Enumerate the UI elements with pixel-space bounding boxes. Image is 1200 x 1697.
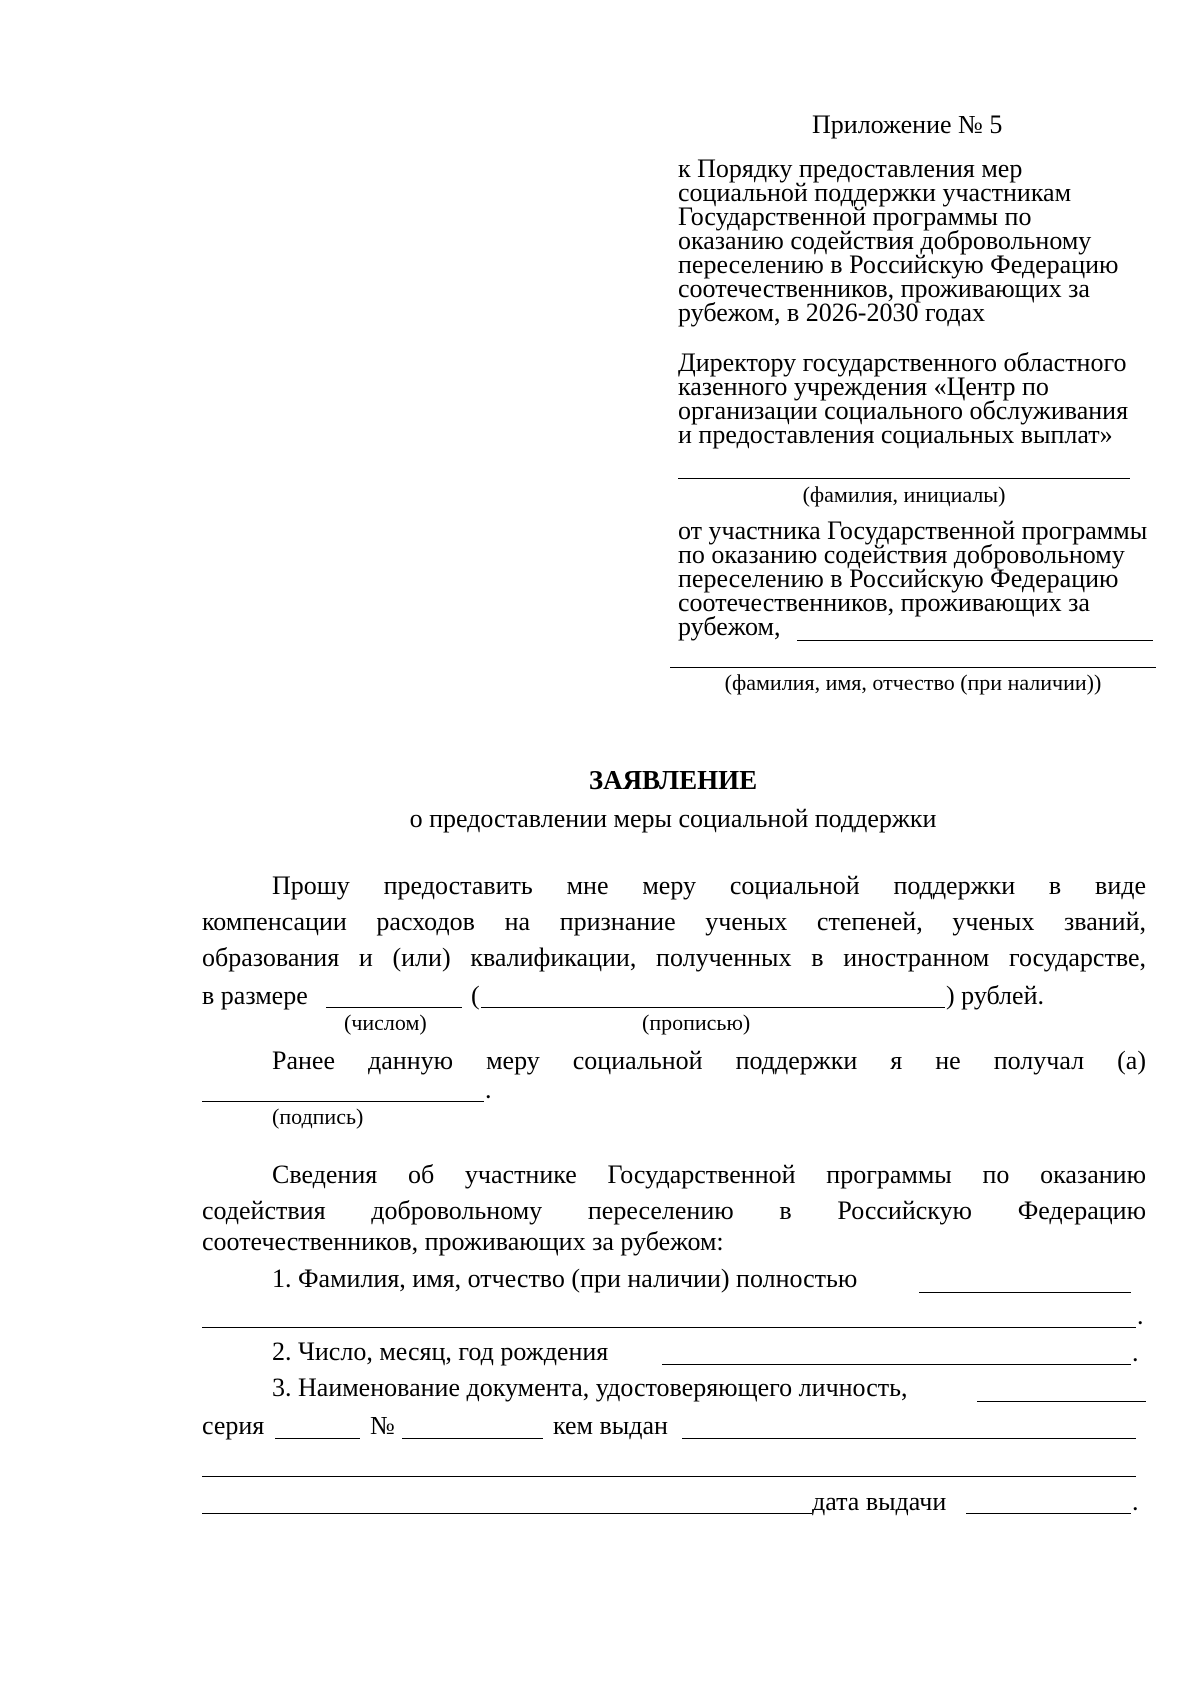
issued-by-label: кем выдан [553, 1411, 668, 1440]
item-3-end: . [1132, 1487, 1139, 1516]
from-line: переселению в Российскую Федерацию [678, 564, 1119, 593]
birth-date-field[interactable] [662, 1364, 1131, 1365]
paragraph-1-line: Прошу предоставить мне меру социальной поддержки в виде [272, 871, 1146, 900]
appendix-label: Приложение № 5 [812, 110, 1003, 139]
order-line: рубежом, в 2026-2030 годах [678, 298, 985, 327]
issued-by-field-1[interactable] [682, 1438, 1136, 1439]
applicant-name-field-1[interactable] [797, 640, 1153, 641]
paragraph-3-last: соотечественников, проживающих за рубежом: [202, 1227, 724, 1256]
from-applicant [678, 516, 1153, 641]
order-line: соотечественников, проживающих за [678, 274, 1090, 303]
item-2-label: 2. Число, месяц, год рождения [272, 1337, 609, 1366]
from-line: от участника Государственной программы [678, 516, 1148, 545]
order-reference [678, 154, 1153, 327]
order-line: оказанию содействия добровольному [678, 226, 1092, 255]
addressee-line: казенного учреждения «Центр по [678, 372, 1049, 401]
applicant-name-field-2[interactable] [670, 667, 1156, 668]
addressee-line: организации социального обслуживания [678, 396, 1129, 425]
addressee [678, 348, 1153, 449]
caption-words: (прописью) [642, 1010, 751, 1035]
item-2-end: . [1132, 1338, 1139, 1367]
addressee-line: Директору государственного областного [678, 348, 1127, 377]
order-line: переселению в Российскую Федерацию [678, 250, 1119, 279]
from-line-last: рубежом, [678, 612, 781, 641]
amount-words-field[interactable] [481, 1007, 945, 1008]
issue-date-field[interactable] [966, 1513, 1131, 1514]
amount-number-field[interactable] [326, 1007, 462, 1008]
order-line: к Порядку предоставления мер [678, 154, 1023, 183]
from-line: по оказанию содействия добровольному [678, 540, 1125, 569]
paragraph-1-line: компенсации расходов на признание ученых степеней, ученых званий, [202, 907, 1146, 936]
item-3-label: 3. Наименование документа, удостоверяющего личность, [272, 1373, 908, 1402]
item-1-end: . [1137, 1301, 1144, 1330]
paragraph-1-line: образования и (или) квалификации, полученных в иностранном государстве, [202, 943, 1146, 972]
from-line: соотечественников, проживающих за [678, 588, 1090, 617]
full-name-field-1[interactable] [919, 1292, 1131, 1293]
paragraph-3-line: Сведения об участнике Государственной программы по оказанию [272, 1160, 1146, 1189]
issue-date-label: дата выдачи [812, 1487, 947, 1516]
amount-suffix: ) рублей. [946, 981, 1044, 1010]
item-1-label: 1. Фамилия, имя, отчество (при наличии) полностью [272, 1264, 858, 1293]
full-name-field-2[interactable] [202, 1327, 1136, 1328]
series-label: серия [202, 1411, 265, 1440]
document-subtitle: о предоставлении меры социальной поддержки [409, 804, 937, 833]
amount-prefix: в размере [202, 981, 308, 1010]
issued-by-field-3[interactable] [202, 1513, 812, 1514]
addressee-line: и предоставления социальных выплат» [678, 420, 1113, 449]
number-label: № [370, 1411, 395, 1440]
signature-field[interactable] [202, 1101, 484, 1102]
document-title: ЗАЯВЛЕНИЕ [588, 765, 758, 795]
order-line: социальной поддержки участникам [678, 178, 1072, 207]
paragraph-2-end: . [485, 1075, 492, 1104]
number-field[interactable] [402, 1438, 543, 1439]
amount-paren-open: ( [471, 981, 480, 1010]
caption-number: (числом) [344, 1010, 427, 1035]
series-field[interactable] [275, 1438, 360, 1439]
paragraph-2-line: Ранее данную меру социальной поддержки я не получал (а) [272, 1046, 1146, 1075]
order-line: Государственной программы по [678, 202, 1032, 231]
caption-signature: (подпись) [272, 1104, 364, 1129]
director-caption: (фамилия, инициалы) [802, 482, 1006, 507]
applicant-caption: (фамилия, имя, отчество (при наличии)) [724, 670, 1102, 695]
id-document-field[interactable] [977, 1401, 1146, 1402]
paragraph-3-line: содействия добровольному переселению в Российскую Федерацию [202, 1196, 1146, 1225]
director-name-field[interactable] [678, 478, 1130, 479]
issued-by-field-2[interactable] [202, 1476, 1136, 1477]
